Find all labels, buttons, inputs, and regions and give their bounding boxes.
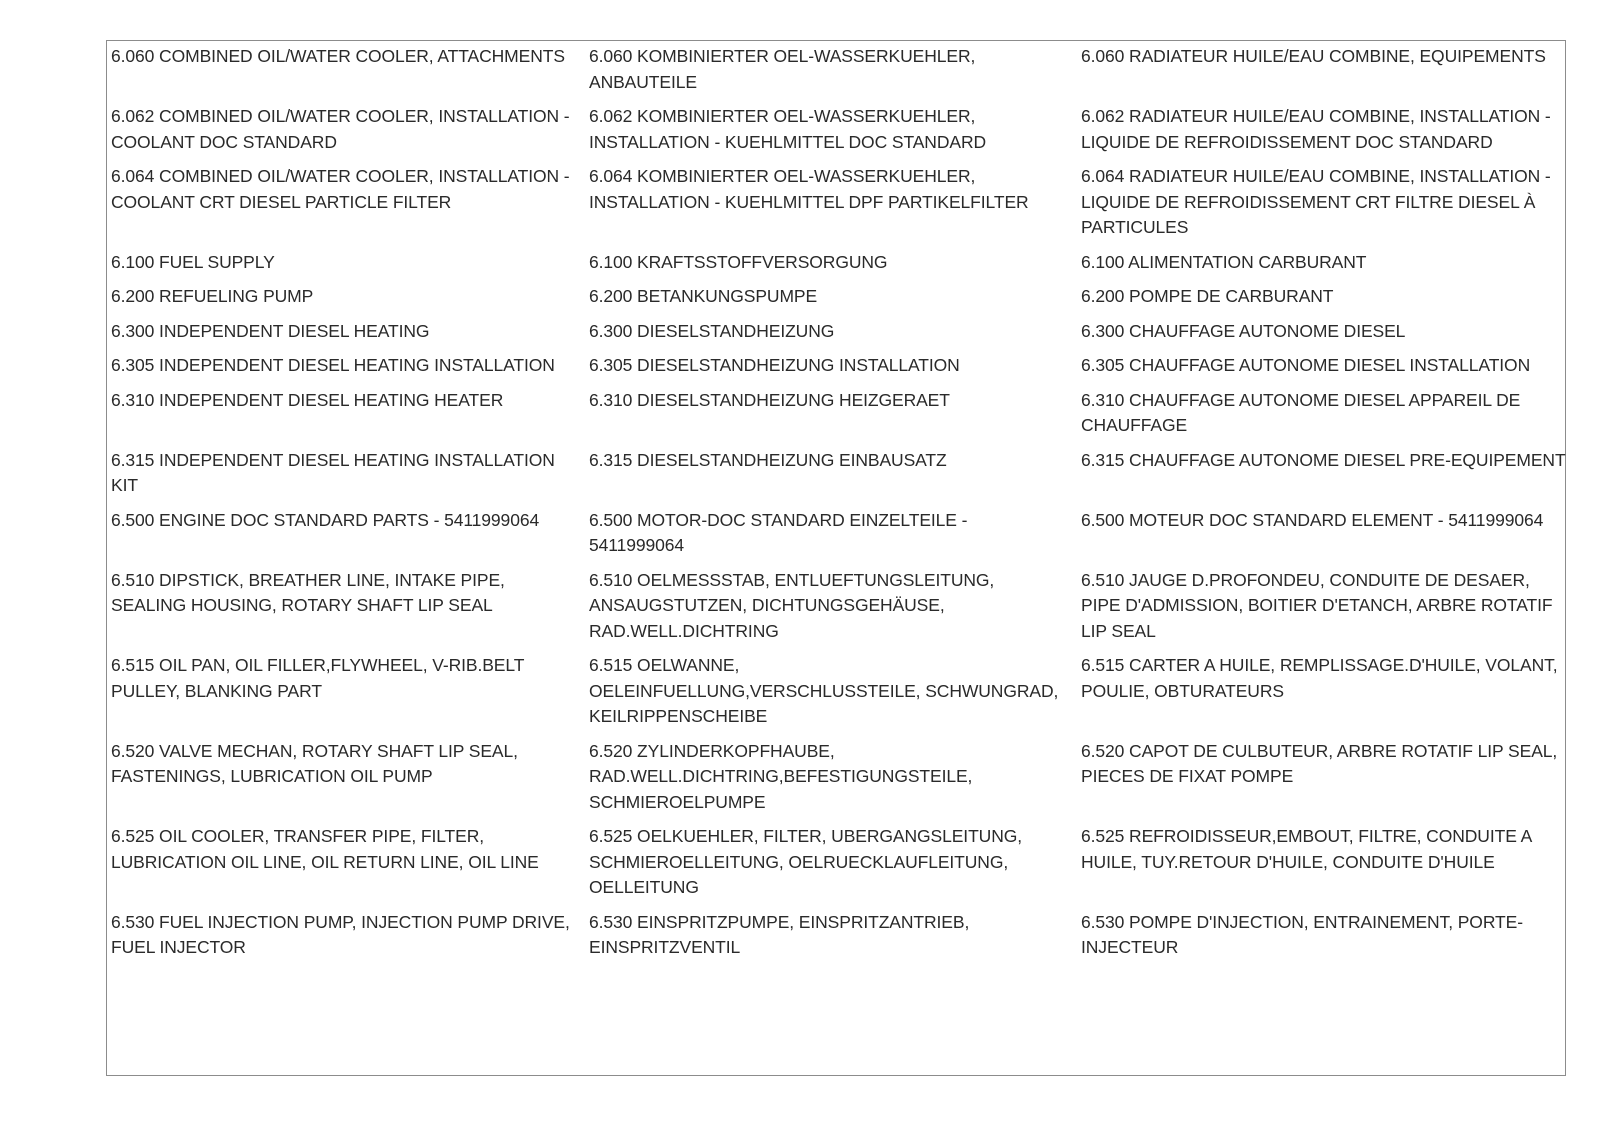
cell-english: 6.060 COMBINED OIL/WATER COOLER, ATTACHMENTS xyxy=(111,46,565,66)
cell-german: 6.510 OELMESSSTAB, ENTLUEFTUNGSLEITUNG, ANSAUGSTUTZEN, DICHTUNGSGEHÄUSE, RAD.WELL.DICHTRING xyxy=(589,569,995,641)
table-row xyxy=(111,104,1566,155)
cell-german: 6.500 MOTOR-DOC STANDARD EINZELTEILE - 5411999064 xyxy=(589,509,968,555)
cell-french: 6.315 CHAUFFAGE AUTONOME DIESEL PRE-EQUIPEMENT xyxy=(1081,449,1566,470)
cell-french: 6.520 CAPOT DE CULBUTEUR, ARBRE ROTATIF LIP SEAL, PIECES DE FIXAT POMPE xyxy=(1081,740,1558,786)
cell-german: 6.520 ZYLINDERKOPFHAUBE, RAD.WELL.DICHTRING,BEFESTIGUNGSTEILE, SCHMIEROELPUMPE xyxy=(589,740,973,812)
cell-german: 6.310 DIESELSTANDHEIZUNG HEIZGERAET xyxy=(589,389,950,410)
table-row xyxy=(111,739,1566,816)
parts-index-table xyxy=(111,44,1566,970)
table-row xyxy=(111,250,1566,276)
table-row xyxy=(111,44,1566,95)
cell-english: 6.100 FUEL SUPPLY xyxy=(111,251,275,272)
cell-english: 6.064 COMBINED OIL/WATER COOLER, INSTALLATION - COOLANT CRT DIESEL PARTICLE FILTER xyxy=(111,166,570,212)
cell-german: 6.305 DIESELSTANDHEIZUNG INSTALLATION xyxy=(589,355,960,375)
cell-german: 6.525 OELKUEHLER, FILTER, UBERGANGSLEITUNG, SCHMIEROELLEITUNG, OELRUECKLAUFLEITUNG, OELLEITUNG xyxy=(589,826,1023,897)
table-row xyxy=(111,388,1566,439)
cell-english: 6.200 REFUELING PUMP xyxy=(111,286,314,306)
cell-english: 6.062 COMBINED OIL/WATER COOLER, INSTALLATION - COOLANT DOC STANDARD xyxy=(111,106,570,152)
table-row xyxy=(111,284,1566,310)
cell-german: 6.530 EINSPRITZPUMPE, EINSPRITZANTRIEB, EINSPRITZVENTIL xyxy=(589,911,970,957)
cell-german: 6.200 BETANKUNGSPUMPE xyxy=(589,286,818,306)
cell-german: 6.515 OELWANNE, OELEINFUELLUNG,VERSCHLUSSTEILE, SCHWUNGRAD, KEILRIPPENSCHEIBE xyxy=(589,655,1059,726)
cell-english: 6.315 INDEPENDENT DIESEL HEATING INSTALLATION KIT xyxy=(111,449,555,495)
cell-english: 6.500 ENGINE DOC STANDARD PARTS - 5411999064 xyxy=(111,509,540,530)
cell-german: 6.315 DIESELSTANDHEIZUNG EINBAUSATZ xyxy=(589,449,947,470)
cell-french: 6.305 CHAUFFAGE AUTONOME DIESEL INSTALLATION xyxy=(1081,355,1531,375)
cell-german: 6.060 KOMBINIERTER OEL-WASSERKUEHLER, ANBAUTEILE xyxy=(589,46,976,92)
cell-german: 6.064 KOMBINIERTER OEL-WASSERKUEHLER, INSTALLATION - KUEHLMITTEL DPF PARTIKELFILTER xyxy=(589,166,1029,212)
cell-french: 6.100 ALIMENTATION CARBURANT xyxy=(1081,251,1367,272)
table-row xyxy=(111,164,1566,241)
cell-english: 6.300 INDEPENDENT DIESEL HEATING xyxy=(111,320,430,341)
cell-german: 6.062 KOMBINIERTER OEL-WASSERKUEHLER, INSTALLATION - KUEHLMITTEL DOC STANDARD xyxy=(589,106,987,152)
cell-english: 6.310 INDEPENDENT DIESEL HEATING HEATER xyxy=(111,389,504,410)
cell-english: 6.520 VALVE MECHAN, ROTARY SHAFT LIP SEAL, FASTENINGS, LUBRICATION OIL PUMP xyxy=(111,740,518,786)
cell-french: 6.530 POMPE D'INJECTION, ENTRAINEMENT, PORTE-INJECTEUR xyxy=(1081,911,1523,957)
cell-french: 6.064 RADIATEUR HUILE/EAU COMBINE, INSTALLATION - LIQUIDE DE REFROIDISSEMENT CRT FILTRE DIESEL À PARTICULES xyxy=(1081,166,1551,237)
cell-english: 6.510 DIPSTICK, BREATHER LINE, INTAKE PIPE, SEALING HOUSING, ROTARY SHAFT LIP SEAL xyxy=(111,569,505,615)
cell-french: 6.062 RADIATEUR HUILE/EAU COMBINE, INSTALLATION - LIQUIDE DE REFROIDISSEMENT DOC STANDARD xyxy=(1081,106,1551,152)
cell-german: 6.100 KRAFTSSTOFFVERSORGUNG xyxy=(589,251,888,272)
cell-english: 6.525 OIL COOLER, TRANSFER PIPE, FILTER, LUBRICATION OIL LINE, OIL RETURN LINE, OIL LINE xyxy=(111,826,539,872)
table-row xyxy=(111,319,1566,345)
cell-french: 6.200 POMPE DE CARBURANT xyxy=(1081,286,1334,306)
table-row xyxy=(111,353,1566,379)
cell-french: 6.515 CARTER A HUILE, REMPLISSAGE.D'HUILE, VOLANT, POULIE, OBTURATEURS xyxy=(1081,655,1558,701)
table-row xyxy=(111,448,1566,499)
table-row xyxy=(111,910,1566,961)
table-row xyxy=(111,653,1566,730)
cell-french: 6.060 RADIATEUR HUILE/EAU COMBINE, EQUIPEMENTS xyxy=(1081,46,1546,66)
cell-english: 6.515 OIL PAN, OIL FILLER,FLYWHEEL, V-RIB.BELT PULLEY, BLANKING PART xyxy=(111,655,524,701)
cell-french: 6.510 JAUGE D.PROFONDEU, CONDUITE DE DESAER, PIPE D'ADMISSION, BOITIER D'ETANCH, ARBRE ROTATIF LIP SEAL xyxy=(1081,569,1553,641)
cell-english: 6.530 FUEL INJECTION PUMP, INJECTION PUMP DRIVE, FUEL INJECTOR xyxy=(111,911,570,957)
table-row xyxy=(111,568,1566,645)
cell-french: 6.500 MOTEUR DOC STANDARD ELEMENT - 5411999064 xyxy=(1081,509,1544,530)
cell-french: 6.310 CHAUFFAGE AUTONOME DIESEL APPAREIL DE CHAUFFAGE xyxy=(1081,389,1521,435)
table-row xyxy=(111,824,1566,901)
cell-french: 6.525 REFROIDISSEUR,EMBOUT, FILTRE, CONDUITE A HUILE, TUY.RETOUR D'HUILE, CONDUITE D'HUILE xyxy=(1081,826,1532,872)
cell-french: 6.300 CHAUFFAGE AUTONOME DIESEL xyxy=(1081,320,1406,341)
cell-english: 6.305 INDEPENDENT DIESEL HEATING INSTALLATION xyxy=(111,355,555,375)
table-row xyxy=(111,508,1566,559)
cell-german: 6.300 DIESELSTANDHEIZUNG xyxy=(589,320,835,341)
